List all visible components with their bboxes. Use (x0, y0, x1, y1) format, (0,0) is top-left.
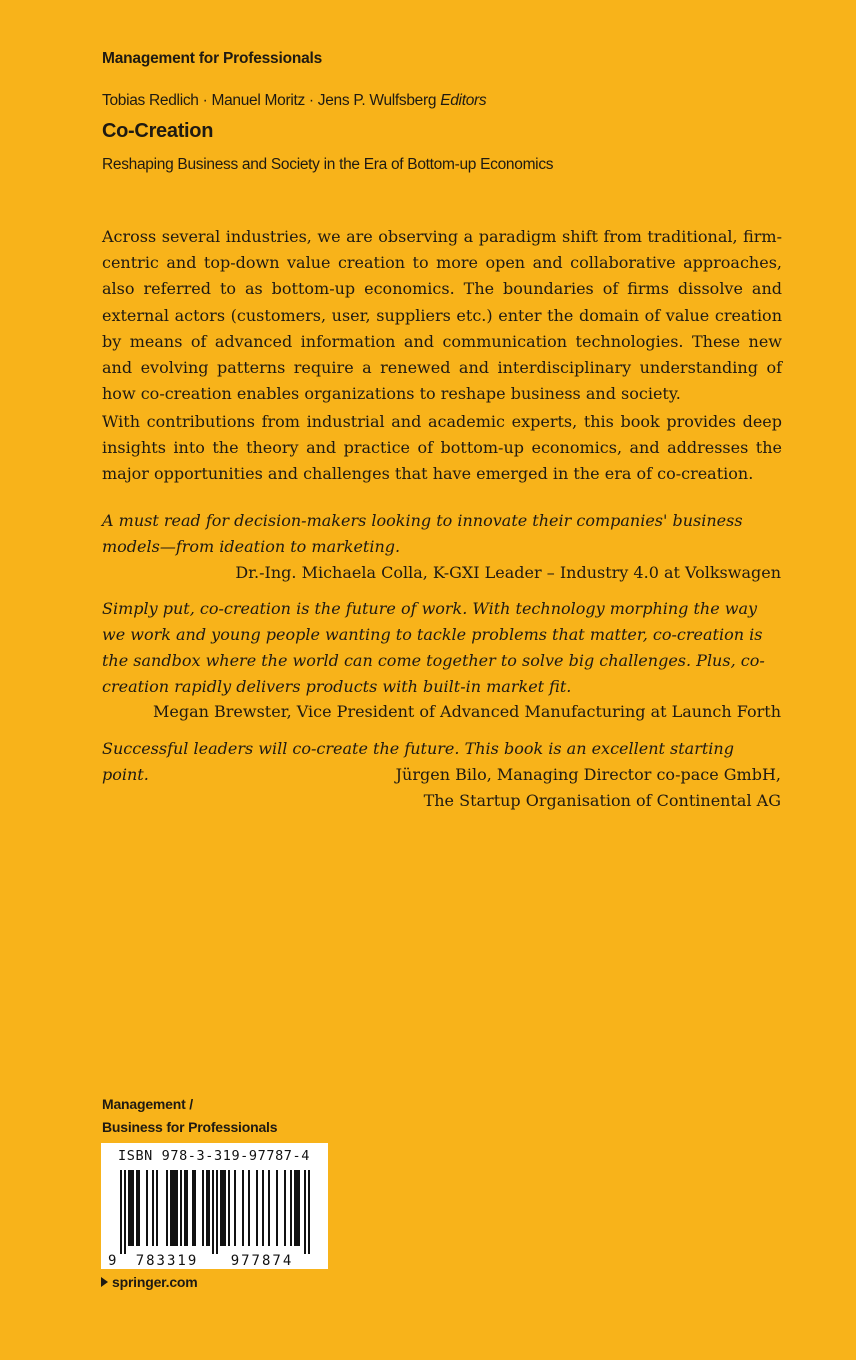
barcode-bar (136, 1170, 138, 1246)
endorsement-attribution-3-line-2: The Startup Organisation of Continental AG (423, 791, 781, 810)
barcode-bar (194, 1170, 196, 1246)
endorsement-quote-3: Successful leaders will co-create the future. This book is an excellent starting point. (102, 739, 734, 784)
subject-category (102, 1093, 277, 1139)
editors-line (102, 92, 486, 110)
publisher-url: springer.com (112, 1274, 198, 1290)
barcode-bar (242, 1170, 244, 1246)
barcode-bar (276, 1170, 278, 1246)
barcode-bar (298, 1170, 300, 1246)
category-line-2: Business for Professionals (102, 1119, 278, 1135)
barcode-guard-bar (216, 1170, 218, 1254)
description-paragraph-2: With contributions from industrial and academic experts, this book provides deep insights into the theory and practice of bottom-up economics, and addresses the major opportunities and challenges that have emerged in the era of co-creation. (102, 412, 782, 484)
barcode-guard-bar (120, 1170, 122, 1254)
book-subtitle: Reshaping Business and Society in the Era of Bottom-up Economics (102, 156, 554, 173)
barcode-bar (128, 1170, 130, 1246)
barcode-bar (176, 1170, 178, 1246)
barcode-bar (206, 1170, 208, 1246)
category-line-1: Management / (102, 1096, 193, 1112)
barcode-bar (152, 1170, 154, 1246)
barcode-bar (234, 1170, 236, 1246)
barcode-bar (248, 1170, 250, 1246)
barcode-bar (262, 1170, 264, 1246)
isbn-label: ISBN 978-3-319-97787-4 (117, 1148, 311, 1164)
barcode-bar (296, 1170, 298, 1246)
barcode-bar (186, 1170, 188, 1246)
barcode-digits-right: 977874 (230, 1253, 294, 1269)
barcode-guard-bar (304, 1170, 306, 1254)
barcode-graphic (101, 1143, 328, 1269)
endorsement-quote-1: A must read for decision-makers looking to innovate their companies' business models—from ideation to marketing. (102, 511, 743, 556)
barcode-bar (192, 1170, 194, 1246)
barcode-bar (294, 1170, 296, 1246)
barcode-bar (202, 1170, 204, 1246)
endorsement-quote-2: Simply put, co-creation is the future of work. With technology morphing the way we work and young people wanting to tackle problems that matter, co-creation is the sandbox where the world can come together to solve big challenges. Plus, co-creation rapidly delivers products with built-in market fit. (102, 599, 765, 696)
barcode-bar (132, 1170, 134, 1246)
barcode-guard-bar (308, 1170, 310, 1254)
isbn-barcode (101, 1143, 328, 1269)
barcode-bar (138, 1170, 140, 1246)
barcode-bar (156, 1170, 158, 1246)
barcode-bar (220, 1170, 222, 1246)
barcode-bar (224, 1170, 226, 1246)
book-title: Co-Creation (102, 120, 214, 142)
barcode-bar (170, 1170, 172, 1246)
editor-names: Tobias Redlich · Manuel Moritz · Jens P. Wulfsberg (102, 92, 437, 109)
barcode-bar (222, 1170, 224, 1246)
editors-role: Editors (440, 92, 487, 109)
description-paragraph-1: Across several industries, we are observing a paradigm shift from traditional, firm-centric and top-down value creation to more open and collaborative approaches, also referred to as bottom-up economics. The boundaries of firms dissolve and external actors (customers, user, suppliers etc.) enter the domain of value creation by means of advanced information and communication technologies. These new and evolving patterns require a renewed and interdisciplinary understanding of how co-creation enables organizations to reshape business and society. (102, 227, 782, 404)
endorsement-attribution-3-line-1: Jürgen Bilo, Managing Director co-pace GmbH, (395, 765, 781, 784)
barcode-guard-bar (124, 1170, 126, 1254)
barcode-digits-left: 783319 (135, 1253, 199, 1269)
barcode-bar (268, 1170, 270, 1246)
arrow-right-icon (101, 1277, 108, 1287)
barcode-bar (284, 1170, 286, 1246)
barcode-bar (180, 1170, 182, 1246)
series-name: Management for Professionals (102, 50, 323, 67)
barcode-bar (208, 1170, 210, 1246)
barcode-bar (146, 1170, 148, 1246)
barcode-bar (172, 1170, 174, 1246)
barcode-digit-first: 9 (108, 1253, 117, 1269)
barcode-bar (290, 1170, 292, 1246)
barcode-bar (130, 1170, 132, 1246)
barcode-bars (120, 1170, 310, 1254)
barcode-bar (228, 1170, 230, 1246)
barcode-guard-bar (212, 1170, 214, 1254)
barcode-bar (166, 1170, 168, 1246)
barcode-bar (184, 1170, 186, 1246)
endorsement-attribution-1: Dr.-Ing. Michaela Colla, K-GXI Leader – Industry 4.0 at Volkswagen (235, 563, 781, 582)
endorsement-attribution-2: Megan Brewster, Vice President of Advanced Manufacturing at Launch Forth (153, 702, 781, 721)
publisher-link[interactable] (101, 1274, 198, 1290)
barcode-bar (256, 1170, 258, 1246)
barcode-bar (174, 1170, 176, 1246)
